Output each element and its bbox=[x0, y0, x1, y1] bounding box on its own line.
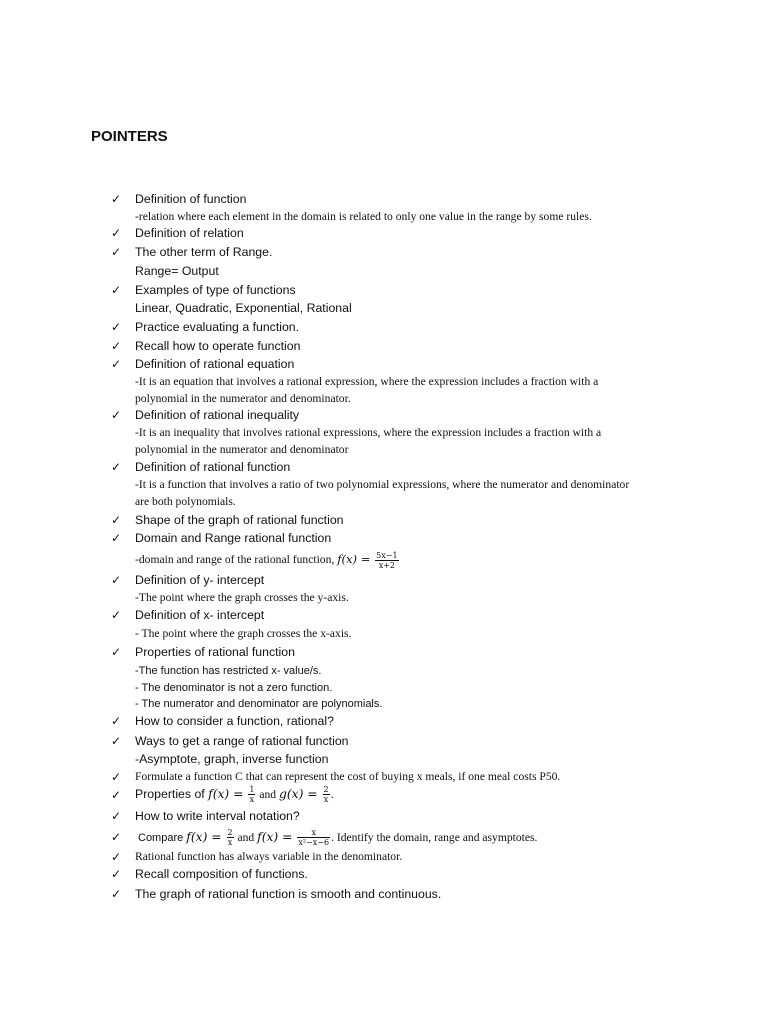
check-icon: ✓ bbox=[111, 809, 122, 823]
list-item: Ways to get a range of rational function bbox=[135, 734, 349, 748]
item-text: . Identify the domain, range and asymptotes. bbox=[331, 831, 538, 844]
list-item: Definition of y- intercept bbox=[135, 573, 265, 587]
fraction-denominator: x+2 bbox=[378, 560, 396, 570]
list-item: Definition of rational inequality bbox=[135, 408, 300, 422]
item-text: and bbox=[256, 788, 279, 801]
list-item-detail: - The denominator is not a zero function. bbox=[135, 682, 333, 694]
check-icon: ✓ bbox=[111, 357, 122, 371]
list-item-detail: Range= Output bbox=[135, 264, 219, 278]
check-icon: ✓ bbox=[111, 608, 122, 622]
math-function: f(x) = bbox=[186, 830, 226, 844]
list-item-detail: -The function has restricted x- value/s. bbox=[135, 665, 322, 677]
list-item: Rational function has always variable in the denominator. bbox=[135, 850, 403, 863]
check-icon: ✓ bbox=[111, 788, 122, 802]
list-item-detail: are both polynomials. bbox=[135, 495, 236, 508]
check-icon: ✓ bbox=[111, 192, 122, 206]
fraction-numerator: x bbox=[297, 828, 330, 838]
fraction-denominator: x²−x−6 bbox=[298, 838, 330, 848]
check-icon: ✓ bbox=[111, 339, 122, 353]
check-icon: ✓ bbox=[111, 830, 122, 844]
check-icon: ✓ bbox=[111, 408, 122, 422]
fraction bbox=[375, 551, 398, 570]
check-icon: ✓ bbox=[111, 531, 122, 545]
list-item: Definition of function bbox=[135, 192, 247, 206]
list-item-detail: -It is a function that involves a ratio of two polynomial expressions, where the numerator and denominator bbox=[135, 478, 630, 491]
fraction-denominator: x bbox=[323, 795, 329, 805]
math-function: f(x) = bbox=[257, 830, 297, 844]
check-icon: ✓ bbox=[111, 887, 122, 901]
list-item-detail bbox=[135, 548, 400, 571]
check-icon: ✓ bbox=[111, 283, 122, 297]
fraction-numerator: 2 bbox=[227, 828, 233, 838]
fraction bbox=[227, 828, 234, 847]
list-item bbox=[135, 783, 334, 806]
list-item-detail: - The numerator and denominator are polynomials. bbox=[135, 698, 383, 710]
check-icon: ✓ bbox=[111, 714, 122, 728]
detail-text: -domain and range of the rational function, bbox=[135, 553, 338, 566]
list-item-detail: -The point where the graph crosses the y-axis. bbox=[135, 591, 349, 604]
list-item-detail: -relation where each element in the domain is related to only one value in the range by some rules. bbox=[135, 210, 592, 223]
list-item: Definition of rational function bbox=[135, 460, 291, 474]
list-item: Recall composition of functions. bbox=[135, 867, 308, 881]
item-text: Compare bbox=[138, 832, 187, 844]
check-icon: ✓ bbox=[111, 513, 122, 527]
fraction-numerator: 2 bbox=[323, 785, 329, 795]
fraction-numerator: 1 bbox=[249, 785, 255, 795]
check-icon: ✓ bbox=[111, 245, 122, 259]
list-item-detail: - The point where the graph crosses the x-axis. bbox=[135, 627, 352, 640]
fraction bbox=[297, 828, 330, 847]
check-icon: ✓ bbox=[111, 850, 122, 864]
page-title: POINTERS bbox=[91, 128, 168, 145]
list-item: Definition of x- intercept bbox=[135, 608, 265, 622]
item-text: Properties of bbox=[135, 787, 209, 801]
list-item: The other term of Range. bbox=[135, 245, 273, 259]
list-item bbox=[138, 825, 537, 850]
list-item: How to consider a function, rational? bbox=[135, 714, 334, 728]
list-item-detail: -It is an inequality that involves rational expressions, where the expression includes a fraction with a bbox=[135, 426, 602, 439]
check-icon: ✓ bbox=[111, 226, 122, 240]
list-item: Formulate a function C that can represent the cost of buying x meals, if one meal costs P50. bbox=[135, 770, 561, 783]
list-item-detail: -Asymptote, graph, inverse function bbox=[135, 752, 329, 766]
list-item: How to write interval notation? bbox=[135, 809, 300, 823]
list-item: Practice evaluating a function. bbox=[135, 320, 300, 334]
item-text: and bbox=[234, 831, 258, 844]
list-item-detail: polynomial in the numerator and denominator. bbox=[135, 392, 351, 405]
list-item: Shape of the graph of rational function bbox=[135, 513, 344, 527]
list-item-detail: Linear, Quadratic, Exponential, Rational bbox=[135, 301, 352, 315]
list-item: Definition of rational equation bbox=[135, 357, 295, 371]
check-icon: ✓ bbox=[111, 734, 122, 748]
list-item: Recall how to operate function bbox=[135, 339, 301, 353]
check-icon: ✓ bbox=[111, 320, 122, 334]
math-function: g(x) = bbox=[278, 787, 322, 801]
check-icon: ✓ bbox=[111, 867, 122, 881]
list-item: Domain and Range rational function bbox=[135, 531, 332, 545]
fraction bbox=[323, 785, 330, 804]
math-function: f(x) = bbox=[337, 552, 375, 566]
fraction bbox=[248, 785, 255, 804]
list-item: Properties of rational function bbox=[135, 645, 295, 659]
list-item-detail: -It is an equation that involves a rational expression, where the expression includes a fraction with a bbox=[135, 375, 599, 388]
math-function: f(x) = bbox=[208, 787, 248, 801]
item-text: . bbox=[330, 787, 335, 801]
check-icon: ✓ bbox=[111, 573, 122, 587]
check-icon: ✓ bbox=[111, 770, 122, 784]
fraction-denominator: x bbox=[249, 795, 255, 805]
check-icon: ✓ bbox=[111, 645, 122, 659]
check-icon: ✓ bbox=[111, 460, 122, 474]
list-item-detail: polynomial in the numerator and denominator bbox=[135, 443, 349, 456]
fraction-numerator: 5x−1 bbox=[376, 550, 398, 560]
fraction-denominator: x bbox=[227, 838, 233, 848]
list-item: Definition of relation bbox=[135, 226, 244, 240]
list-item: The graph of rational function is smooth and continuous. bbox=[135, 887, 442, 901]
list-item: Examples of type of functions bbox=[135, 283, 296, 297]
